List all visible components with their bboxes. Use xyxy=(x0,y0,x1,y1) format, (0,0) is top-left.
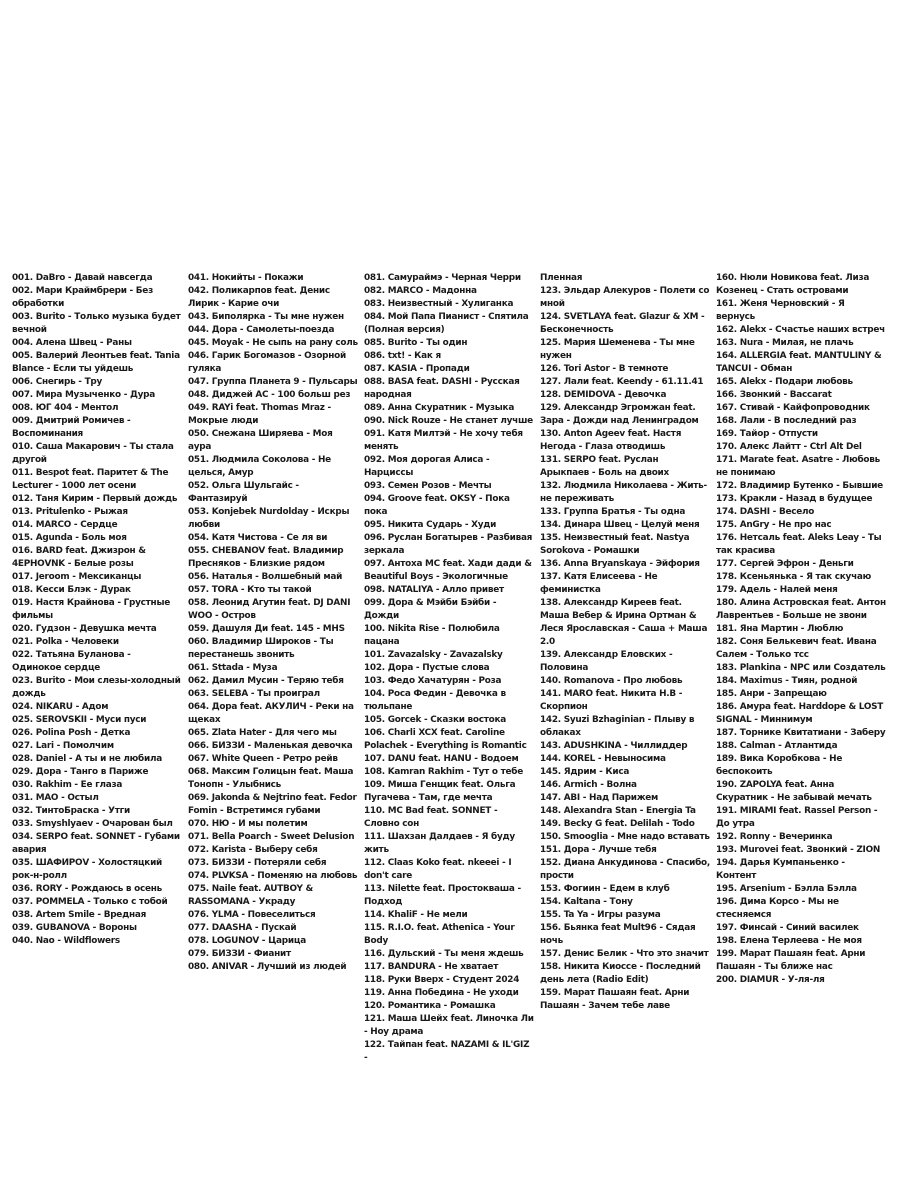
track-entry: 085. Burito - Ты один xyxy=(364,338,468,348)
tracklist-column-1 xyxy=(12,272,188,946)
track-entry: 016. BARD feat. Джизрон & 4ЕРНОVNK - Белые розы xyxy=(12,546,146,569)
track-entry: 128. DEMIDOVA - Девочка xyxy=(540,390,667,400)
track-entry: 002. Мари Краймбрери - Без обработки xyxy=(12,286,153,309)
tracklist-column-2 xyxy=(188,272,364,972)
tracklist-sheet xyxy=(12,272,892,1063)
track-entry: 118. Руки Вверх - Студент 2024 xyxy=(364,975,520,985)
tracklist-column-4 xyxy=(540,272,716,1011)
track-entry: 157. Денис Белик - Что это значит xyxy=(540,949,709,959)
track-entry: 026. Polina Posh - Детка xyxy=(12,728,131,738)
track-entry: 063. SELEBA - Ты проиграл xyxy=(188,689,320,699)
track-entry: 133. Группа Братья - Ты одна xyxy=(540,507,686,517)
track-entry: 136. Anna Bryanskaya - Эйфория xyxy=(540,559,700,569)
track-entry: 053. Konjebek Nurdolday - Искры любви xyxy=(188,507,350,530)
track-entry: 140. Romanova - Про любовь xyxy=(540,676,683,686)
track-entry: 075. Naile feat. AUTBOY & RASSOMANA - Украду xyxy=(188,884,314,907)
track-entry: 056. Наталья - Волшебный май xyxy=(188,572,343,582)
track-entry: 023. Burito - Мои слезы-холодный дождь xyxy=(12,676,181,699)
track-entry: 168. Лали - В последний раз xyxy=(716,416,857,426)
track-entry: 196. Дима Корсо - Мы не стесняемся xyxy=(716,897,839,920)
track-entry: 028. Daniel - А ты и не любила xyxy=(12,754,162,764)
track-entry: 068. Максим Голицын feat. Маша Тонопн - Улыбнись xyxy=(188,767,354,790)
track-entry: 110. MC Bad feat. SONNET - Словно сон xyxy=(364,806,498,829)
track-entry: 151. Дора - Лучше тебя xyxy=(540,845,657,855)
track-entry: 022. Татьяна Буланова - Одинокое сердце xyxy=(12,650,131,673)
track-entry: 052. Ольга Шульгайс - Фантазируй xyxy=(188,481,299,504)
track-entry: 158. Никита Киоссе - Последний день лета (Radio Edit) xyxy=(540,962,701,985)
track-entry: 013. Pritulenko - Рыжая xyxy=(12,507,128,517)
tracklist-column-5 xyxy=(716,272,892,985)
track-entry: 200. DIAMUR - У-ля-ля xyxy=(716,975,825,985)
track-entry: 079. БИЗЗИ - Фианит xyxy=(188,949,291,959)
track-entry: 036. RORY - Рождаюсь в осень xyxy=(12,884,163,894)
track-entry: 162. Alekx - Счастье наших встреч xyxy=(716,325,885,335)
track-entry: 050. Снежана Ширяева - Моя аура xyxy=(188,429,333,452)
track-entry: 014. MARCO - Сердце xyxy=(12,520,118,530)
track-entry: 187. Торнике Квитатиани - Заберу xyxy=(716,728,886,738)
track-entry: 125. Мария Шеменева - Ты мне нужен xyxy=(540,338,695,361)
track-entry: 138. Александр Киреев feat. Маша Вебер & Ирина Ортман & Леся Ярославская - Саша + Маша 2.0 xyxy=(540,598,708,647)
track-entry: 186. Амура feat. Harddope & LOST SIGNAL - Миннимум xyxy=(716,702,884,725)
track-entry: 061. Sttada - Муза xyxy=(188,663,278,673)
track-entry: 176. Нетсаль feat. Aleks Leay - Ты так красива xyxy=(716,533,882,556)
track-entry: 123. Эльдар Алекуров - Полети со мной xyxy=(540,286,710,309)
track-entry: 082. MARCO - Мадонна xyxy=(364,286,477,296)
track-entry: 148. Alexandra Stan - Energia Ta xyxy=(540,806,696,816)
track-entry: 169. Тайор - Отпусти xyxy=(716,429,818,439)
track-entry: 011. Bespot feat. Паритет & The Lecturer - 1000 лет осени xyxy=(12,468,169,491)
track-entry: 035. ШАФИРОV - Холостяцкий рок-н-ролл xyxy=(12,858,163,881)
track-entry: 021. Polka - Человеки xyxy=(12,637,119,647)
track-entry: 037. POMMELA - Только с тобой xyxy=(12,897,168,907)
track-entry: 027. Lari - Помолчим xyxy=(12,741,114,751)
track-entry: 091. Катя Милтэй - Не хочу тебя менять xyxy=(364,429,523,452)
track-entry: 093. Семен Розов - Мечты xyxy=(364,481,492,491)
track-entry: 180. Алина Астровская feat. Антон Лаврентьев - Больше не звони xyxy=(716,598,886,621)
track-entry: 062. Дамил Мусин - Теряю тебя xyxy=(188,676,344,686)
track-entry: 046. Гарик Богомазов - Озорной гуляка xyxy=(188,351,346,374)
track-entry: 067. White Queen - Ретро рейв xyxy=(188,754,338,764)
track-entry: 156. Бьянка feat Mult96 - Сядая ночь xyxy=(540,923,696,946)
track-entry: 086. txt! - Как я xyxy=(364,351,441,361)
track-entry: 193. Murovei feat. Звонкий - ZION xyxy=(716,845,881,855)
track-entry: 109. Миша Генщик feat. Ольга Пугачева - Там, где мечта xyxy=(364,780,516,803)
track-entry: 042. Поликарпов feat. Денис Лирик - Карие очи xyxy=(188,286,330,309)
track-entry: 131. SERPO feat. Руслан Арыкпаев - Боль на двоих xyxy=(540,455,669,478)
track-entry: 105. Gorcek - Сказки востока xyxy=(364,715,507,725)
track-entry: 121. Маша Шейх feat. Линочка Ли - Ноу драма xyxy=(364,1014,534,1037)
track-entry: 152. Диана Анкудинова - Спасибо, прости xyxy=(540,858,710,881)
track-entry: 080. ANIVAR - Лучший из людей xyxy=(188,962,347,972)
track-entry: 030. Rakhim - Ее глаза xyxy=(12,780,123,790)
track-entry: 106. Charli XCX feat. Caroline Polachek - Everything is Romantic xyxy=(364,728,527,751)
track-entry: 182. Соня Белькевич feat. Ивана Салем - Только тсс xyxy=(716,637,877,660)
track-entry: 010. Саша Макарович - Ты стала другой xyxy=(12,442,174,465)
track-entry: Пленная xyxy=(540,273,583,283)
track-entry: 197. Финсай - Синий василек xyxy=(716,923,859,933)
track-entry: 174. DASHI - Весело xyxy=(716,507,815,517)
track-entry: 108. Kamran Rakhim - Тут о тебе xyxy=(364,767,523,777)
track-entry: 095. Никита Сударь - Худи xyxy=(364,520,497,530)
track-entry: 064. Дора feat. АКУЛИЧ - Реки на щеках xyxy=(188,702,354,725)
track-entry: 088. BASA feat. DASHI - Русская народная xyxy=(364,377,520,400)
track-entry: 025. SEROVSKII - Муси пуси xyxy=(12,715,147,725)
track-entry: 181. Яна Мартин - Люблю xyxy=(716,624,844,634)
track-entry: 163. Nura - Милая, не плачь xyxy=(716,338,854,348)
track-entry: 059. Дашуля Ди feat. 145 - MHS xyxy=(188,624,345,634)
track-entry: 175. AnGry - Не про нас xyxy=(716,520,832,530)
track-entry: 194. Дарья Кумпаньенко - Контент xyxy=(716,858,845,881)
track-entry: 073. БИЗЗИ - Потеряли себя xyxy=(188,858,327,868)
track-entry: 145. Ядрим - Киса xyxy=(540,767,630,777)
track-entry: 195. Arsenium - Бэлла Бэлла xyxy=(716,884,857,894)
track-entry: 094. Groove feat. OKSY - Пока пока xyxy=(364,494,510,517)
track-entry: 048. Диджей AC - 100 больш рез xyxy=(188,390,351,400)
track-entry: 089. Анна Скуратник - Музыка xyxy=(364,403,515,413)
track-entry: 190. ZAPOLYA feat. Анна Скуратник - Не забывай мечать xyxy=(716,780,872,803)
track-entry: 120. Романтика - Ромашка xyxy=(364,1001,496,1011)
track-entry: 043. Биполярка - Ты мне нужен xyxy=(188,312,344,322)
track-entry: 096. Руслан Богатырев - Разбивая зеркала xyxy=(364,533,533,556)
track-entry: 084. Мой Папа Пианист - Спятила (Полная версия) xyxy=(364,312,529,335)
track-entry: 032. ТинтоБраска - Утги xyxy=(12,806,130,816)
track-entry: 166. Звонкий - Baccarat xyxy=(716,390,832,400)
track-entry: 045. Moyak - Не сыпь на рану соль xyxy=(188,338,358,348)
track-entry: 092. Моя дорогая Алиса - Нарциссы xyxy=(364,455,490,478)
track-entry: 029. Дора - Танго в Париже xyxy=(12,767,149,777)
track-entry: 006. Снегирь - Тру xyxy=(12,377,103,387)
track-entry: 087. KASIA - Пропади xyxy=(364,364,470,374)
track-entry: 008. ЮГ 404 - Ментол xyxy=(12,403,119,413)
track-entry: 141. MARO feat. Никита Н.В - Скорпион xyxy=(540,689,683,712)
track-entry: 101. Zavazalsky - Zavazalsky xyxy=(364,650,503,660)
track-entry: 183. Plankina - NPC или Создатель xyxy=(716,663,886,673)
track-entry: 178. Ксеньянька - Я так скучаю xyxy=(716,572,872,582)
track-entry: 077. DAASHA - Пускай xyxy=(188,923,297,933)
track-entry: 155. Ta Ya - Игры разума xyxy=(540,910,661,920)
track-entry: 083. Неизвестный - Хулиганка xyxy=(364,299,514,309)
track-entry: 104. Роса Федин - Девочка в тюльпане xyxy=(364,689,506,712)
track-entry: 173. Кракли - Назад в будущее xyxy=(716,494,873,504)
track-entry: 144. KOREL - Невыносима xyxy=(540,754,666,764)
track-entry: 172. Владимир Бутенко - Бывшие xyxy=(716,481,883,491)
track-entry: 167. Стивай - Кайфопроводник xyxy=(716,403,870,413)
track-entry: 033. Smyshlyaev - Очарован был xyxy=(12,819,173,829)
track-entry: 071. Bella Poarch - Sweet Delusion xyxy=(188,832,355,842)
track-entry: 188. Calman - Атлантида xyxy=(716,741,838,751)
track-entry: 111. Шахзан Далдаев - Я буду жить xyxy=(364,832,515,855)
tracklist-column-3 xyxy=(364,272,540,1063)
track-entry: 057. TORA - Кто ты такой xyxy=(188,585,312,595)
track-entry: 154. Kaltana - Тону xyxy=(540,897,633,907)
track-entry: 081. Самураймэ - Черная Черри xyxy=(364,273,521,283)
track-entry: 177. Сергей Эфрон - Деньги xyxy=(716,559,854,569)
track-entry: 019. Настя Крайнова - Грустные фильмы xyxy=(12,598,170,621)
track-entry: 199. Марат Пашаян feat. Арни Пашаян - Ты ближе нас xyxy=(716,949,866,972)
track-entry: 004. Алена Швец - Раны xyxy=(12,338,132,348)
track-entry: 142. Syuzi Bzhaginian - Плыву в облаках xyxy=(540,715,695,738)
track-entry: 074. PLVKSA - Поменяю на любовь xyxy=(188,871,358,881)
track-entry: 165. Alekx - Подари любовь xyxy=(716,377,853,387)
track-entry: 065. Zlata Hater - Для чего мы xyxy=(188,728,337,738)
track-entry: 112. Claas Koko feat. nkeeei - I don't care xyxy=(364,858,512,881)
track-entry: 134. Динара Швец - Целуй меня xyxy=(540,520,700,530)
track-entry: 153. Фогиин - Едем в клуб xyxy=(540,884,670,894)
track-entry: 017. Jeroom - Мексиканцы xyxy=(12,572,142,582)
track-entry: 001. DaBro - Давай навсегда xyxy=(12,273,153,283)
track-entry: 047. Группа Планета 9 - Пульсары xyxy=(188,377,358,387)
track-entry: 124. SVETLAYA feat. Glazur & XM - Бесконечность xyxy=(540,312,705,335)
track-entry: 020. Гудзон - Девушка мечта xyxy=(12,624,157,634)
track-entry: 039. GUBANOVA - Вороны xyxy=(12,923,137,933)
track-entry: 192. Ronny - Вечеринка xyxy=(716,832,833,842)
track-entry: 009. Дмитрий Ромичев - Воспоминания xyxy=(12,416,131,439)
track-entry: 102. Дора - Пустые слова xyxy=(364,663,490,673)
track-entry: 003. Burito - Только музыка будет вечной xyxy=(12,312,181,335)
track-entry: 078. LOGUNOV - Царица xyxy=(188,936,306,946)
track-entry: 170. Алекс Лайтт - Ctrl Alt Del xyxy=(716,442,862,452)
track-entry: 024. NIKARU - Адом xyxy=(12,702,109,712)
track-entry: 054. Катя Чистова - Се ля ви xyxy=(188,533,328,543)
track-entry: 127. Лали feat. Keendy - 61.11.41 xyxy=(540,377,704,387)
track-entry: 139. Александр Еловских - Половина xyxy=(540,650,673,673)
track-entry: 113. Nilette feat. Простокваша - Подход xyxy=(364,884,521,907)
track-entry: 012. Таня Кирим - Первый дождь xyxy=(12,494,178,504)
track-entry: 191. MIRAMI feat. Rassel Person - До утра xyxy=(716,806,878,829)
track-entry: 189. Вика Коробкова - Не беспокоить xyxy=(716,754,843,777)
track-entry: 171. Marate feat. Asatre - Любовь не понимаю xyxy=(716,455,881,478)
track-entry: 116. Дульский - Ты меня ждешь xyxy=(364,949,524,959)
track-entry: 015. Agunda - Боль моя xyxy=(12,533,127,543)
track-entry: 040. Nao - Wildflowers xyxy=(12,936,120,946)
track-entry: 076. YLMA - Повеселиться xyxy=(188,910,316,920)
track-entry: 150. Smooglia - Мне надо вставать xyxy=(540,832,710,842)
track-entry: 058. Леонид Агутин feat. DJ DANI WOO - Остров xyxy=(188,598,351,621)
track-entry: 130. Anton Ageev feat. Настя Негода - Глаза отводишь xyxy=(540,429,682,452)
track-entry: 070. НЮ - И мы полетим xyxy=(188,819,308,829)
track-entry: 034. SERPO feat. SONNET - Губами авария xyxy=(12,832,180,855)
track-entry: 132. Людмила Николаева - Жить-не переживать xyxy=(540,481,707,504)
track-entry: 090. Nick Rouze - Не станет лучше xyxy=(364,416,533,426)
track-entry: 117. BANDURA - Не хватает xyxy=(364,962,499,972)
track-entry: 126. Tori Astor - В темноте xyxy=(540,364,669,374)
track-entry: 114. KhaliF - Не мели xyxy=(364,910,468,920)
track-entry: 051. Людмила Соколова - Не целься, Амур xyxy=(188,455,331,478)
track-entry: 159. Марат Пашаян feat. Арни Пашаян - Зачем тебе лаве xyxy=(540,988,690,1011)
track-entry: 147. ABI - Над Парижем xyxy=(540,793,659,803)
track-entry: 005. Валерий Леонтьев feat. Tania Blance - Если ты уйдешь xyxy=(12,351,180,374)
track-entry: 146. Armich - Волна xyxy=(540,780,637,790)
track-entry: 069. Jakonda & Nejtrino feat. Fedor Fomin - Встретимся губами xyxy=(188,793,357,816)
track-entry: 185. Анри - Запрещаю xyxy=(716,689,827,699)
track-entry: 018. Кесси Блэк - Дурак xyxy=(12,585,131,595)
track-entry: 198. Елена Терлеева - Не моя xyxy=(716,936,862,946)
track-entry: 099. Дора & Мэйби Бэйби - Дожди xyxy=(364,598,497,621)
track-entry: 072. Karista - Выберу себя xyxy=(188,845,318,855)
track-entry: 179. Адель - Налей меня xyxy=(716,585,838,595)
track-entry: 060. Владимир Широков - Ты перестанешь звонить xyxy=(188,637,334,660)
track-entry: 161. Женя Черновский - Я вернусь xyxy=(716,299,845,322)
track-entry: 119. Анна Победина - Не уходи xyxy=(364,988,519,998)
track-entry: 097. Антоха MC feat. Хади дади & Beautiful Boys - Экологичные xyxy=(364,559,532,582)
track-entry: 044. Дора - Самолеты-поезда xyxy=(188,325,335,335)
track-entry: 164. ALLERGIA feat. MANTULINY & TANCUI - Обман xyxy=(716,351,882,374)
track-entry: 007. Мира Музыченко - Дура xyxy=(12,390,156,400)
track-entry: 129. Александр Эгромжан feat. Зара - Дожди над Ленинградом xyxy=(540,403,699,426)
track-entry: 031. MAO - Остыл xyxy=(12,793,99,803)
track-entry: 041. Нокийты - Покажи xyxy=(188,273,304,283)
track-entry: 149. Becky G feat. Delilah - Todo xyxy=(540,819,695,829)
track-entry: 115. R.I.O. feat. Athenica - Your Body xyxy=(364,923,515,946)
track-entry: 103. Федо Хачатурян - Роза xyxy=(364,676,502,686)
track-entry: 107. DANU feat. HANU - Водоем xyxy=(364,754,519,764)
track-entry: 055. CHEBANOV feat. Владимир Пресняков - Близкие рядом xyxy=(188,546,344,569)
track-entry: 137. Катя Елисеева - Не феминистка xyxy=(540,572,658,595)
track-entry: 038. Artem Smile - Вредная xyxy=(12,910,147,920)
track-entry: 143. ADUSHKINA - Чиллиддер xyxy=(540,741,688,751)
track-entry: 100. Nikita Rise - Полюбила пацана xyxy=(364,624,500,647)
track-entry: 098. NATALIYA - Алло привет xyxy=(364,585,504,595)
track-entry: 184. Maximus - Тиян, родной xyxy=(716,676,858,686)
track-entry: 066. БИЗЗИ - Маленькая девочка xyxy=(188,741,353,751)
track-entry: 122. Тайпан feat. NAZAMI & IL'GIZ - xyxy=(364,1040,530,1063)
track-entry: 160. Нюли Новикова feat. Лиза Козенец - Стать островами xyxy=(716,273,870,296)
track-entry: 049. RAYi feat. Thomas Mraz - Мокрые люди xyxy=(188,403,331,426)
track-entry: 135. Неизвестный feat. Nastya Sorokova - Ромашки xyxy=(540,533,690,556)
